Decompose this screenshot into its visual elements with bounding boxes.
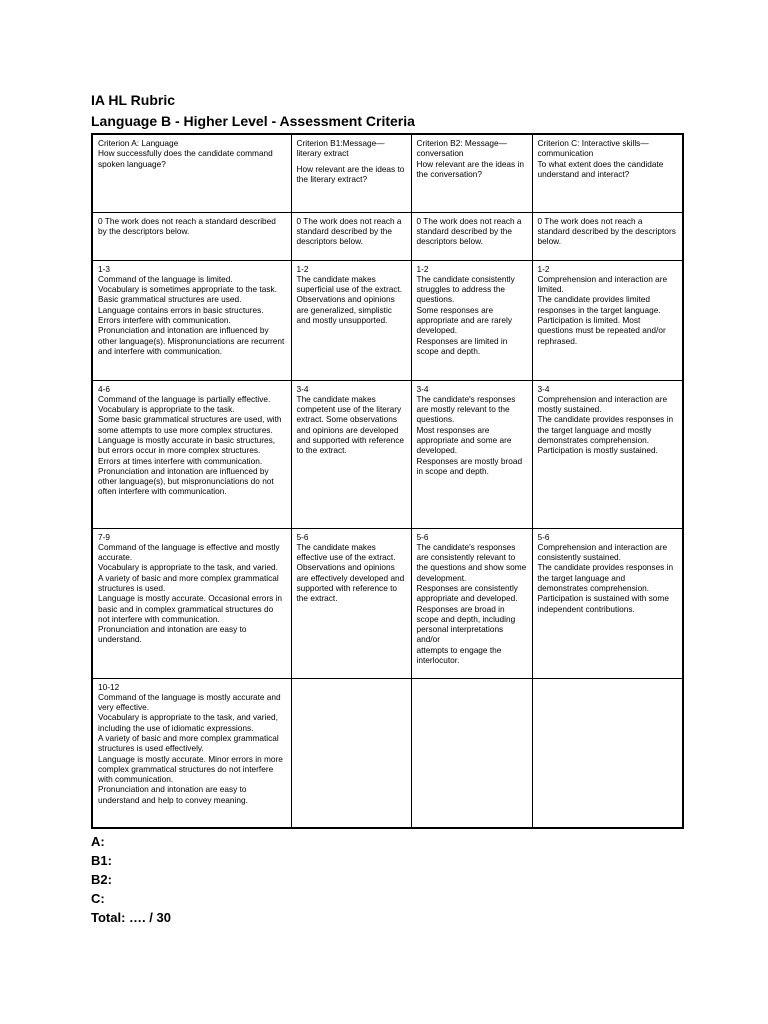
descriptor-text: A variety of basic and more complex grammatical structures is used.: [98, 572, 279, 593]
rubric-table: [91, 133, 684, 829]
header-cell: [291, 134, 411, 212]
descriptor-cell: [411, 380, 532, 528]
header-cell: [92, 134, 291, 212]
descriptor-text: Command of the language is effective and mostly accurate.: [98, 541, 280, 563]
descriptor-text: The candidate provides responses in the target language and mostly demonstrates comprehension.: [537, 414, 674, 445]
document-page: [91, 92, 681, 927]
header-cell: [532, 134, 683, 212]
descriptor-text: Comprehension and interaction are mostly sustained.: [537, 393, 668, 415]
score-line-c: C:: [91, 891, 105, 906]
descriptor-cell: [92, 678, 291, 828]
descriptor-cell: [532, 260, 683, 380]
band-row: [92, 212, 683, 260]
descriptor-text: 5-6: [296, 531, 309, 542]
descriptor-text: Language is mostly accurate. Occasional errors in basic and in complex grammatical structures do not interfere with communication.: [98, 593, 283, 624]
score-line-total: Total: …. / 30: [91, 910, 171, 925]
header-text: literary extract: [296, 148, 349, 159]
descriptor-text: 0 The work does not reach a standard described by the descriptors below.: [416, 215, 522, 247]
descriptor-text: Some basic grammatical structures are used, with some attempts to use more complex structures.: [98, 414, 282, 435]
descriptor-text: 3-4: [537, 383, 550, 394]
descriptor-text: The candidate provides limited responses in the target language.: [537, 294, 661, 315]
descriptor-text: 5-6: [416, 531, 429, 542]
header-row: [92, 134, 683, 212]
descriptor-text: Command of the language is partially effective.: [98, 393, 271, 404]
descriptor-cell: [92, 260, 291, 380]
descriptor-text: Participation is limited. Most questions must be repeated and/or rephrased.: [537, 314, 666, 346]
descriptor-text: 0 The work does not reach a standard described by the descriptors below.: [98, 215, 276, 236]
header-text: communication: [537, 148, 594, 159]
descriptor-text: 5-6: [537, 531, 550, 542]
descriptor-text: Errors at times interfere with communication.: [98, 455, 263, 466]
descriptor-text: 1-2: [296, 263, 309, 274]
descriptor-text: 0 The work does not reach a standard described by the descriptors below.: [537, 215, 676, 247]
descriptor-cell: [92, 528, 291, 678]
descriptor-text: Vocabulary is appropriate to the task, and varied, including the use of idiomatic expressions.: [98, 712, 278, 733]
descriptor-text: The candidate's responses are mostly relevant to the questions.: [416, 393, 516, 425]
descriptor-text: 3-4: [416, 383, 429, 394]
descriptor-text: Language contains errors in basic structures.: [98, 304, 264, 315]
score-line-b1: B1:: [91, 853, 112, 868]
band-row: [92, 380, 683, 528]
descriptor-cell: [92, 380, 291, 528]
descriptor-cell: [532, 212, 683, 260]
descriptor-cell: [411, 260, 532, 380]
descriptor-text: 1-3: [98, 263, 110, 274]
descriptor-text: Language is mostly accurate. Minor errors in more complex grammatical structures do not interfere with communication.: [98, 753, 283, 785]
header-text: conversation: [416, 148, 464, 159]
descriptor-text: Responses are limited in scope and depth.: [416, 335, 508, 356]
descriptor-text: Pronunciation and intonation are influenced by other language(s). Mispronunciations are recurrent and interfere with communication.: [98, 325, 285, 356]
descriptor-text: Command of the language is mostly accurate and very effective.: [98, 691, 281, 713]
header-text: How relevant are the ideas in the conversation?: [416, 158, 524, 179]
descriptor-cell: [291, 678, 411, 828]
score-summary: [91, 832, 681, 927]
descriptor-text: Participation is sustained with some independent contributions.: [537, 593, 669, 614]
header-text: How relevant are the ideas to the literary extract?: [296, 163, 405, 184]
document-subtitle: Language B - Higher Level - Assessment Criteria: [91, 113, 415, 129]
descriptor-cell: [411, 528, 532, 678]
descriptor-text: The candidate makes competent use of the literary extract. Some observations and opinions are developed and supported with reference to the extract.: [296, 393, 404, 456]
descriptor-cell: [291, 260, 411, 380]
header-text: Criterion B1:Message—: [296, 138, 385, 148]
descriptor-text: Comprehension and interaction are consistently sustained.: [537, 541, 668, 563]
descriptor-cell: [291, 380, 411, 528]
descriptor-text: Comprehension and interaction are limited.: [537, 273, 668, 295]
descriptor-cell: [411, 212, 532, 260]
descriptor-text: 1-2: [416, 263, 429, 274]
descriptor-text: Errors interfere with communication.: [98, 314, 231, 325]
descriptor-cell: [411, 678, 532, 828]
header-cell: [411, 134, 532, 212]
descriptor-cell: [532, 380, 683, 528]
header-text: How successfully does the candidate command spoken language?: [98, 148, 273, 169]
descriptor-text: 4-6: [98, 383, 110, 394]
descriptor-text: Responses are broad in scope and depth, including personal interpretations and/or: [416, 603, 516, 645]
descriptor-text: 0 The work does not reach a standard described by the descriptors below.: [296, 215, 402, 247]
descriptor-text: Language is mostly accurate in basic structures, but errors occur in more complex structures.: [98, 434, 276, 456]
descriptor-text: 7-9: [98, 531, 110, 542]
descriptor-text: Pronunciation and intonation are easy to understand.: [98, 624, 247, 645]
band-row: [92, 528, 683, 678]
descriptor-text: A variety of basic and more complex grammatical structures is used effectively.: [98, 732, 279, 754]
descriptor-text: Vocabulary is appropriate to the task, and varied.: [98, 562, 278, 573]
header-text: Criterion A: Language: [98, 138, 179, 148]
descriptor-text: The candidate consistently struggles to address the questions.: [416, 273, 515, 305]
header-text: Criterion C: Interactive skills—: [537, 138, 649, 148]
descriptor-text: The candidate's responses are consistently relevant to the questions and show some development.: [416, 541, 527, 583]
header-text: Criterion B2: Message—: [416, 138, 507, 148]
descriptor-text: attempts to engage the interlocutor.: [416, 644, 502, 666]
descriptor-text: Pronunciation and intonation are easy to understand and help to convey meaning.: [98, 784, 248, 805]
descriptor-text: Responses are mostly broad in scope and depth.: [416, 455, 523, 476]
band-row: [92, 678, 683, 828]
descriptor-text: Responses are consistently appropriate and developed.: [416, 582, 518, 604]
header-text: To what extent does the candidate understand and interact?: [537, 158, 664, 179]
score-line-a: A:: [91, 834, 105, 849]
descriptor-text: 1-2: [537, 263, 550, 274]
descriptor-text: 3-4: [296, 383, 309, 394]
band-row: [92, 260, 683, 380]
descriptor-cell: [92, 212, 291, 260]
descriptor-text: Vocabulary is appropriate to the task.: [98, 404, 235, 415]
descriptor-text: The candidate makes effective use of the extract. Observations and opinions are effectively developed and supported with reference to the extract.: [296, 541, 405, 604]
descriptor-text: Most responses are appropriate and some are developed.: [416, 424, 512, 456]
descriptor-text: Vocabulary is sometimes appropriate to the task.: [98, 284, 277, 295]
document-title: IA HL Rubric: [91, 92, 176, 108]
descriptor-text: The candidate provides responses in the target language and demonstrates comprehension.: [537, 562, 674, 593]
descriptor-cell: [291, 212, 411, 260]
descriptor-text: Pronunciation and intonation are influenced by other language(s), but mispronunciations do not often interfere with communication.: [98, 465, 274, 497]
score-line-b2: B2:: [91, 872, 112, 887]
descriptor-text: 10-12: [98, 681, 120, 692]
descriptor-text: Participation is mostly sustained.: [537, 445, 658, 456]
descriptor-cell: [532, 528, 683, 678]
descriptor-cell: [532, 678, 683, 828]
descriptor-text: Some responses are appropriate and are rarely developed.: [416, 304, 512, 336]
descriptor-cell: [291, 528, 411, 678]
descriptor-text: Command of the language is limited.: [98, 273, 233, 284]
descriptor-text: The candidate makes superficial use of the extract. Observations and opinions are generalized, simplistic and mostly unsupported.: [296, 273, 403, 325]
descriptor-text: Basic grammatical structures are used.: [98, 294, 242, 305]
